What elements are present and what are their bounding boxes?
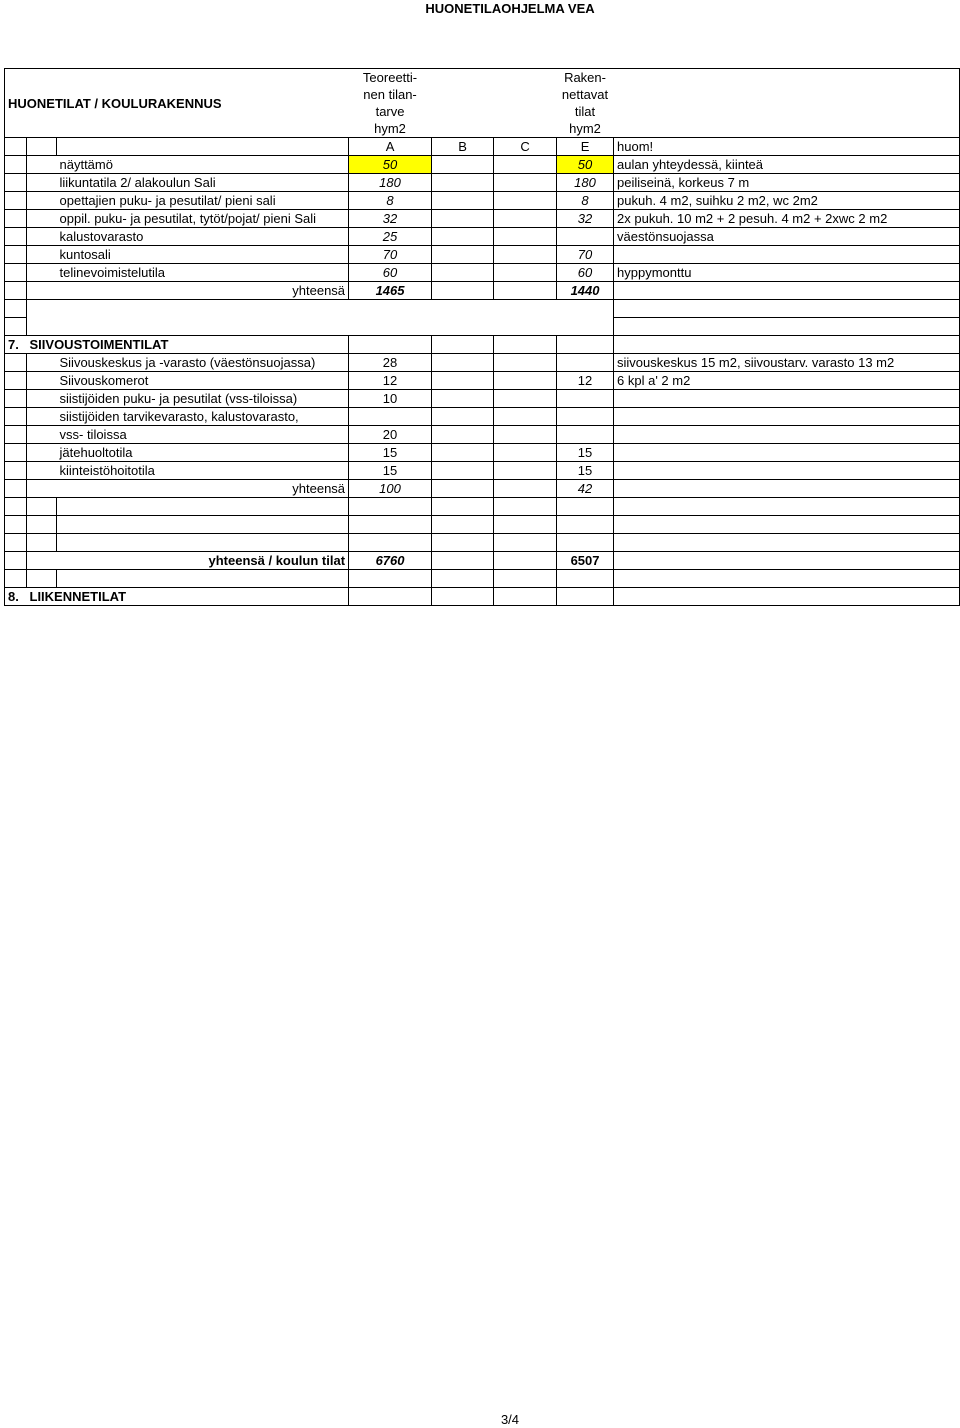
- table-row: [5, 390, 960, 408]
- value-a: 10: [349, 390, 432, 408]
- note: [614, 246, 960, 264]
- room-name: kalustovarasto: [57, 228, 349, 246]
- value-a: 180: [349, 174, 432, 192]
- school-total-label: yhteensä / koulun tilat: [57, 552, 349, 570]
- note: [614, 462, 960, 480]
- table-row: [5, 372, 960, 390]
- note: [614, 444, 960, 462]
- value-e: 12: [557, 372, 614, 390]
- theoretical-header-line1: Teoreetti-: [349, 69, 432, 87]
- unit-e: hym2: [557, 120, 614, 138]
- theoretical-header-line2: nen tilan-: [363, 86, 417, 102]
- blank-row: [5, 570, 960, 588]
- value-a: 15: [349, 462, 432, 480]
- value-a: 12: [349, 372, 432, 390]
- room-name: siistijöiden tarvikevarasto, kalustovarasto,: [57, 408, 349, 426]
- col-e-header: E: [557, 138, 614, 156]
- note: aulan yhteydessä, kiinteä: [614, 156, 960, 174]
- table-row: [5, 408, 960, 426]
- table-row: [5, 156, 960, 174]
- value-a: 70: [349, 246, 432, 264]
- value-e: 50: [557, 156, 614, 174]
- page-number: 3/4: [500, 1412, 520, 1427]
- col-note-header: huom!: [614, 138, 960, 156]
- room-name: vss- tiloissa: [57, 426, 349, 444]
- room-name: näyttämö: [57, 156, 349, 174]
- room-name: liikuntatila 2/ alakoulun Sali: [57, 174, 349, 192]
- header-row-units: [5, 120, 960, 138]
- total-e: 42: [557, 480, 614, 498]
- built-header-line2: nettavat: [561, 86, 609, 102]
- note: [614, 408, 960, 426]
- note: 6 kpl a' 2 m2: [614, 372, 960, 390]
- col-b-header: B: [432, 138, 494, 156]
- value-a: [349, 408, 432, 426]
- section7-total-row: [5, 480, 960, 498]
- school-total-e: 6507: [557, 552, 614, 570]
- note: siivouskeskus 15 m2, siivoustarv. varasto 13 m2: [614, 354, 960, 372]
- note: väestönsuojassa: [614, 228, 960, 246]
- unit-a: hym2: [349, 120, 432, 138]
- section7-number: 7.: [5, 336, 27, 354]
- room-name: opettajien puku- ja pesutilat/ pieni sali: [57, 192, 349, 210]
- note: pukuh. 4 m2, suihku 2 m2, wc 2m2: [614, 192, 960, 210]
- room-name: siistijöiden puku- ja pesutilat (vss-tiloissa): [57, 390, 349, 408]
- col-a-header: A: [349, 138, 432, 156]
- table-row: [5, 246, 960, 264]
- value-e: [557, 408, 614, 426]
- blank-row: [5, 300, 960, 318]
- value-a: 15: [349, 444, 432, 462]
- built-header-line3: tilat: [574, 103, 596, 119]
- value-a: 32: [349, 210, 432, 228]
- header-row-1: [5, 69, 960, 87]
- value-a: 20: [349, 426, 432, 444]
- room-name: kiinteistöhoitotila: [57, 462, 349, 480]
- blank-row: [5, 318, 960, 336]
- value-e: 15: [557, 462, 614, 480]
- value-e: 15: [557, 444, 614, 462]
- table-row: [5, 462, 960, 480]
- value-e: [557, 390, 614, 408]
- note: hyppymonttu: [614, 264, 960, 282]
- table-row: [5, 228, 960, 246]
- document-title: HUONETILAOHJELMA VEA: [425, 1, 595, 16]
- value-a: 8: [349, 192, 432, 210]
- blank-row: [5, 516, 960, 534]
- total-e: 1440: [557, 282, 614, 300]
- value-e: [557, 354, 614, 372]
- section8-heading-row: [5, 588, 960, 606]
- table-row: [5, 264, 960, 282]
- value-e: [557, 228, 614, 246]
- header-blank: [5, 69, 349, 87]
- room-name: kuntosali: [57, 246, 349, 264]
- section6-rows: [5, 156, 960, 300]
- section7-title: SIIVOUSTOIMENTILAT: [27, 336, 349, 354]
- value-a: 50: [349, 156, 432, 174]
- built-header-line1: Raken-: [557, 69, 614, 87]
- theoretical-header-line3: tarve: [375, 103, 405, 119]
- value-e: [557, 426, 614, 444]
- header-row-columns: [5, 138, 960, 156]
- value-e: 180: [557, 174, 614, 192]
- room-program-table: [4, 68, 960, 606]
- value-a: 25: [349, 228, 432, 246]
- section6-total-row: [5, 282, 960, 300]
- school-total-a: 6760: [349, 552, 432, 570]
- value-a: 28: [349, 354, 432, 372]
- value-e: 8: [557, 192, 614, 210]
- note: peiliseinä, korkeus 7 m: [614, 174, 960, 192]
- header-row-2: [5, 86, 960, 103]
- note: 2x pukuh. 10 m2 + 2 pesuh. 4 m2 + 2xwc 2 m2: [614, 210, 960, 228]
- note: [614, 390, 960, 408]
- room-name: Siivouskeskus ja -varasto (väestönsuojassa): [57, 354, 349, 372]
- section7-heading-row: [5, 336, 960, 354]
- blank-row: [5, 534, 960, 552]
- school-total-row: [5, 552, 960, 570]
- table-row: [5, 444, 960, 462]
- section-title: HUONETILAT / KOULURAKENNUS: [5, 86, 349, 103]
- col-c-header: C: [494, 138, 557, 156]
- value-a: 60: [349, 264, 432, 282]
- total-label: yhteensä: [57, 480, 349, 498]
- value-e: 60: [557, 264, 614, 282]
- table-row: [5, 426, 960, 444]
- value-e: 32: [557, 210, 614, 228]
- section8-number: 8.: [5, 588, 27, 606]
- table-row: [5, 192, 960, 210]
- section8-title: LIIKENNETILAT: [27, 588, 349, 606]
- room-name: telinevoimistelutila: [57, 264, 349, 282]
- value-e: 70: [557, 246, 614, 264]
- room-name: Siivouskomerot: [57, 372, 349, 390]
- note: [614, 426, 960, 444]
- blank-row: [5, 498, 960, 516]
- room-name: jätehuoltotila: [57, 444, 349, 462]
- table-row: [5, 354, 960, 372]
- total-a: 1465: [349, 282, 432, 300]
- total-label: yhteensä: [57, 282, 349, 300]
- table-row: [5, 174, 960, 192]
- room-name: oppil. puku- ja pesutilat, tytöt/pojat/ pieni Sali: [57, 210, 349, 228]
- table-row: [5, 210, 960, 228]
- total-a: 100: [349, 480, 432, 498]
